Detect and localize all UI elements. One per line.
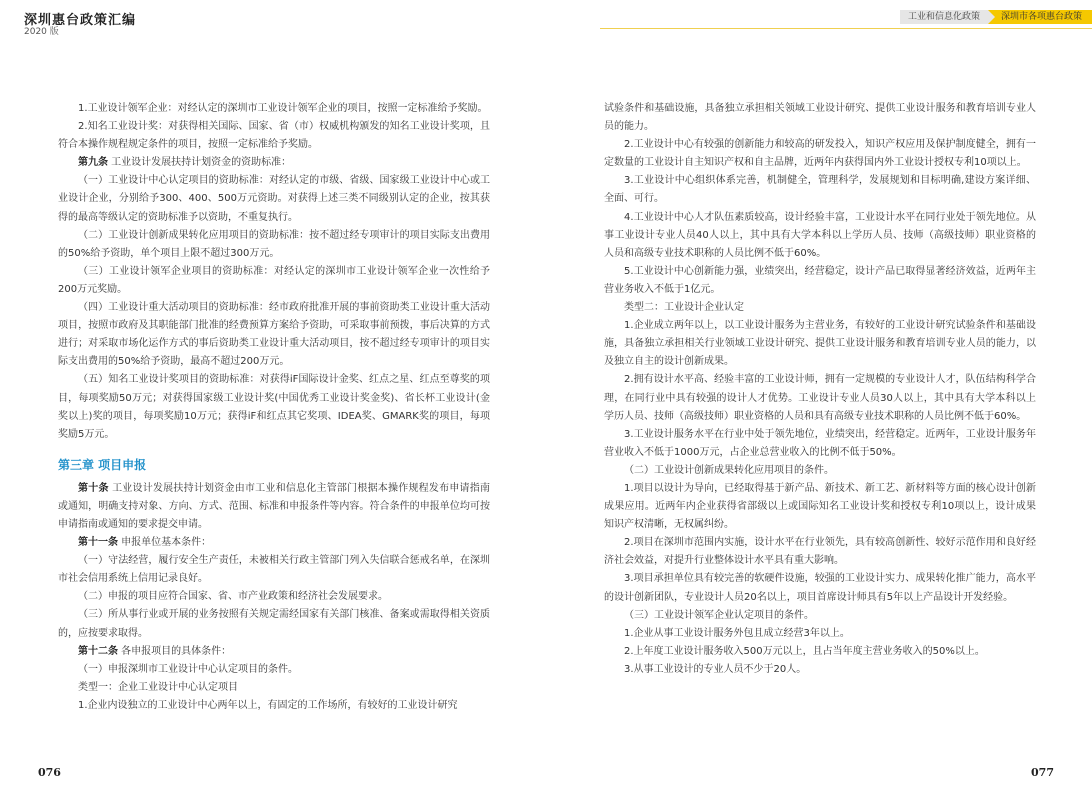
paragraph	[58, 643, 490, 661]
paragraph-text: 3.项目承担单位具有较完善的软硬件设施，较强的工业设计实力、成果转化推广能力，高水平的设计创新团队，专业设计人员20名以上，项目首席设计师具有5年以上产品设计开发经验。	[604, 573, 1036, 603]
paragraph-text: （三）工业设计领军企业项目的资助标准：对经认定的深圳市工业设计领军企业一次性给予200万元奖励。	[58, 265, 490, 295]
paragraph	[58, 263, 490, 299]
paragraph-text: （一）守法经营，履行安全生产责任，未被相关行政主管部门列入失信联合惩戒名单，在深圳市社会信用系统上信用记录良好。	[58, 555, 490, 585]
paragraph-text: 2.拥有设计水平高、经验丰富的工业设计师，拥有一定规模的专业设计人才，队伍结构科学合理，在同行业中具有较强的设计人才优势。工业设计专业人员30人以上，其中具有大学本科以上学历人员、技师（高级技师）职业资格的人员和具有高级专业技术职称的人员比例不低于60%。	[604, 374, 1036, 422]
paragraph	[58, 552, 490, 588]
paragraph-text: （一）工业设计中心认定项目的资助标准：对经认定的市级、省级、国家级工业设计中心或工业设计企业，分别给予300、400、500万元资助。对获得上述三类不同级别认定的企业，按其获得的最高等级认定的资助标准予以资助，不重复执行。	[58, 175, 490, 223]
paragraph-text: 工业设计发展扶持计划资金的资助标准：	[108, 157, 292, 169]
paragraph	[58, 588, 490, 606]
paragraph	[604, 661, 1036, 679]
paragraph-text: （三）工业设计领军企业认定项目的条件。	[624, 609, 814, 621]
paragraph-text: 1.项目以设计为导向，已经取得基于新产品、新技术、新工艺、新材料等方面的核心设计创新成果应用。近两年内企业获得省部级以上或国际知名工业设计奖和授权专利10项以上，设计成果知识产权清晰，无权属纠纷。	[604, 482, 1036, 531]
page-number-right: 077	[1031, 766, 1054, 779]
paragraph-text: 1.工业设计领军企业：对经认定的深圳市工业设计领军企业的项目，按照一定标准给予奖励。	[78, 103, 488, 114]
paragraph	[58, 661, 490, 679]
page-header	[0, 0, 1092, 40]
paragraph	[58, 534, 490, 552]
paragraph	[604, 643, 1036, 661]
paragraph	[58, 606, 490, 642]
paragraph	[604, 299, 1036, 317]
paragraph-text: 2.知名工业设计奖：对获得相关国际、国家、省（市）权威机构颁发的知名工业设计奖项，且符合本操作规程规定条件的项目，按照一定标准给予奖励。	[58, 121, 490, 151]
paragraph	[604, 570, 1036, 606]
paragraph-text: 3.工业设计中心组织体系完善，机制健全，管理科学，发展规划和目标明确,建设方案详细、全面、可行。	[604, 175, 1036, 205]
paragraph	[604, 462, 1036, 480]
paragraph	[58, 172, 490, 226]
paragraph-text: （四）工业设计重大活动项目的资助标准：经市政府批准开展的事前资助类工业设计重大活动项目，按照市政府及其职能部门批准的经费预算方案给予资助，可采取事前预拨，事后决算的方式进行；对采取市场化运作方式的事后资助类工业设计重大活动项目，按不超过经专项审计的项目实际支出费用的50%给予资助，最高不超过200万元。	[58, 302, 490, 368]
section-tabs	[900, 10, 1092, 24]
paragraph-text: 2.上年度工业设计服务收入500万元以上，且占当年度主营业务收入的50%以上。	[624, 645, 985, 657]
page-number-left: 076	[38, 766, 61, 779]
paragraph	[58, 100, 490, 118]
paragraph-text: 3.工业设计服务水平在行业中处于领先地位，业绩突出，经营稳定。近两年，工业设计服务年营业收入不低于1000万元，占企业总营业收入的比例不低于50%。	[604, 428, 1036, 458]
paragraph	[604, 172, 1036, 208]
paragraph	[604, 607, 1036, 625]
paragraph	[58, 154, 490, 172]
paragraph-text: 5.工业设计中心创新能力强，业绩突出，经营稳定，设计产品已取得显著经济效益，近两年主营业务收入不低于1亿元。	[604, 265, 1036, 295]
paragraph	[604, 625, 1036, 643]
tab-taiwan-policy[interactable]: 深圳市各项惠台政策	[995, 10, 1092, 24]
paragraph	[604, 136, 1036, 172]
paragraph-text: 1.企业从事工业设计服务外包且成立经营3年以上。	[624, 627, 850, 639]
article-number: 第十条	[78, 482, 109, 494]
left-page-body	[58, 100, 490, 715]
paragraph-text: 2.项目在深圳市范围内实施，设计水平在行业领先，具有较高创新性、较好示范作用和良好经济社会效益，对提升行业整体设计水平具有重大影响。	[604, 537, 1036, 567]
paragraph-text: （一）申报深圳市工业设计中心认定项目的条件。	[78, 663, 298, 675]
article-number: 第十二条	[78, 645, 118, 657]
paragraph	[58, 371, 490, 443]
paragraph-text: 1.企业成立两年以上，以工业设计服务为主营业务，有较好的工业设计研究试验条件和基础设施，具备独立承担相关行业领域工业设计研究、提供工业设计服务和教育培训专业人员的能力，以及独立自主的设计创新成果。	[604, 320, 1036, 368]
article-number: 第十一条	[78, 537, 118, 549]
paragraph	[604, 534, 1036, 570]
paragraph	[604, 371, 1036, 425]
paragraph-text: 类型一：企业工业设计中心认定项目	[78, 681, 238, 693]
paragraph-text: 各申报项目的具体条件：	[118, 645, 232, 657]
paragraph	[58, 299, 490, 371]
paragraph	[58, 480, 490, 534]
paragraph-text: 试验条件和基础设施，具备独立承担相关领域工业设计研究、提供工业设计服务和教育培训专业人员的能力。	[604, 103, 1036, 133]
paragraph	[58, 697, 490, 715]
paragraph-text: （二）工业设计创新成果转化应用项目的资助标准：按不超过经专项审计的项目实际支出费用的50%给予资助，单个项目上限不超过300万元。	[58, 229, 490, 259]
book-title: 深圳惠台政策汇编	[24, 13, 137, 28]
paragraph	[604, 100, 1036, 136]
chapter-heading: 第三章 项目申报	[58, 457, 147, 472]
tab-separator	[988, 10, 995, 24]
paragraph	[604, 263, 1036, 299]
header-rule	[600, 28, 1092, 29]
paragraph	[604, 209, 1036, 263]
paragraph	[58, 679, 490, 697]
paragraph	[604, 480, 1036, 534]
book-edition: 2020 版	[24, 27, 59, 37]
paragraph-text: （二）工业设计创新成果转化应用项目的条件。	[624, 464, 834, 476]
paragraph-text: 工业设计发展扶持计划资金由市工业和信息化主管部门根据本操作规程发布申请指南或通知，明确支持对象、方向、方式、范围、标准和申报条件等内容。符合条件的申报单位均可按申请指南或通知的要求提交申请。	[58, 482, 491, 530]
paragraph-text: 2.工业设计中心有较强的创新能力和较高的研发投入，知识产权应用及保护制度健全，拥有一定数量的工业设计自主知识产权和自主品牌，近两年内获得国内外工业设计授权专利10项以上。	[604, 139, 1036, 169]
paragraph-text: （二）申报的项目应符合国家、省、市产业政策和经济社会发展要求。	[78, 591, 388, 603]
paragraph-text: 4.工业设计中心人才队伍素质较高，设计经验丰富，工业设计水平在同行业处于领先地位。从事工业设计专业人员40人以上，其中具有大学本科以上学历人员、技师（高级技师）职业资格的人员和高级专业技术职称的人员比例不低于60%。	[604, 211, 1036, 259]
paragraph-text: 申报单位基本条件：	[118, 537, 212, 549]
paragraph-text: （三）所从事行业或开展的业务按照有关规定需经国家有关部门核准、备案或需取得相关资质的，应按要求取得。	[58, 609, 490, 639]
right-page-body	[604, 100, 1036, 679]
paragraph-text: （五）知名工业设计奖项目的资助标准：对获得iF国际设计金奖、红点之星、红点至尊奖的项目，每项奖励50万元；对获得国家级工业设计奖(中国优秀工业设计奖金奖)、省长杯工业设计(金奖以上)奖的项目，每项奖励10万元；获得iF和红点其它奖项、IDEA奖、GMARK奖的项目，每项奖励5万元。	[58, 374, 490, 440]
paragraph-text: 3.从事工业设计的专业人员不少于20人。	[624, 663, 807, 675]
paragraph	[58, 227, 490, 263]
paragraph-text: 1.企业内设独立的工业设计中心两年以上，有固定的工作场所，有较好的工业设计研究	[78, 699, 458, 711]
tab-industry-policy[interactable]: 工业和信息化政策	[900, 10, 988, 24]
paragraph	[604, 317, 1036, 371]
paragraph	[58, 118, 490, 154]
article-number: 第九条	[78, 157, 108, 169]
paragraph	[604, 426, 1036, 462]
paragraph-text: 类型二：工业设计企业认定	[624, 302, 744, 314]
